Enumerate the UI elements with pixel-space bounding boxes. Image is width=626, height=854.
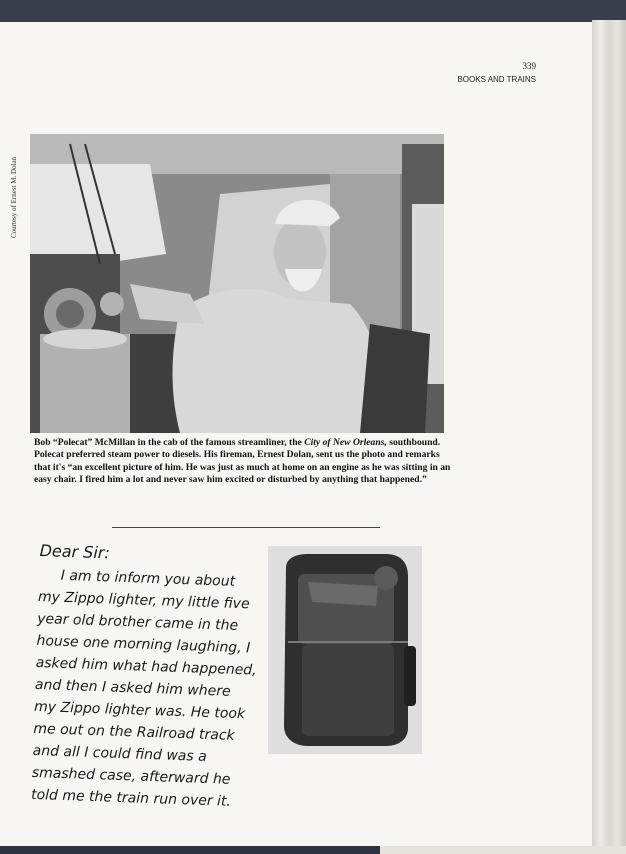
handwritten-letter bbox=[31, 540, 272, 814]
letter-line: my Zippo lighter, my little five bbox=[37, 588, 250, 613]
book-spine bbox=[592, 20, 626, 854]
smashed-lighter-photo bbox=[268, 546, 422, 754]
letter-line: me out on the Railroad track bbox=[33, 720, 235, 744]
section-title: BOOKS AND TRAINS bbox=[457, 75, 536, 84]
running-head bbox=[457, 60, 536, 86]
letter-line: told me the train run over it. bbox=[30, 786, 232, 810]
photo-credit: Courtesy of Ernest M. Dolan bbox=[10, 156, 18, 238]
letter-salutation: Dear Sir: bbox=[39, 540, 111, 563]
letter-line: house one morning laughing, I bbox=[36, 632, 251, 657]
scan-edge bbox=[0, 846, 626, 854]
letter-line: and all I could find was a bbox=[32, 742, 207, 765]
caption-part2: southbound. Polecat preferred steam power to diesels. His fireman, Ernest Dolan, sent us the photo and remarks that it's “an excellent picture of him. He was just as much at home on an engine as he was sitting in an easy chair. I fired him a lot and never saw him excited or disturbed by anything that happened.” bbox=[34, 437, 451, 486]
divider-rule bbox=[112, 527, 380, 528]
letter-line: my Zippo lighter was. He took bbox=[33, 698, 246, 723]
train-name: City of New Orleans, bbox=[304, 437, 387, 448]
caption-part1: Bob “Polecat” McMillan in the cab of the famous streamliner, the bbox=[34, 437, 305, 448]
letter-line: and then I asked him where bbox=[34, 676, 231, 700]
letter-line: year old brother came in the bbox=[36, 610, 239, 634]
letter-line: smashed case, afterward he bbox=[31, 764, 231, 788]
photo-caption bbox=[34, 437, 454, 487]
letter-line: asked him what had happened, bbox=[35, 654, 257, 679]
engineer-cab-photo bbox=[30, 134, 444, 433]
page-number: 339 bbox=[522, 61, 536, 71]
letter-line: I am to inform you about bbox=[60, 567, 236, 590]
